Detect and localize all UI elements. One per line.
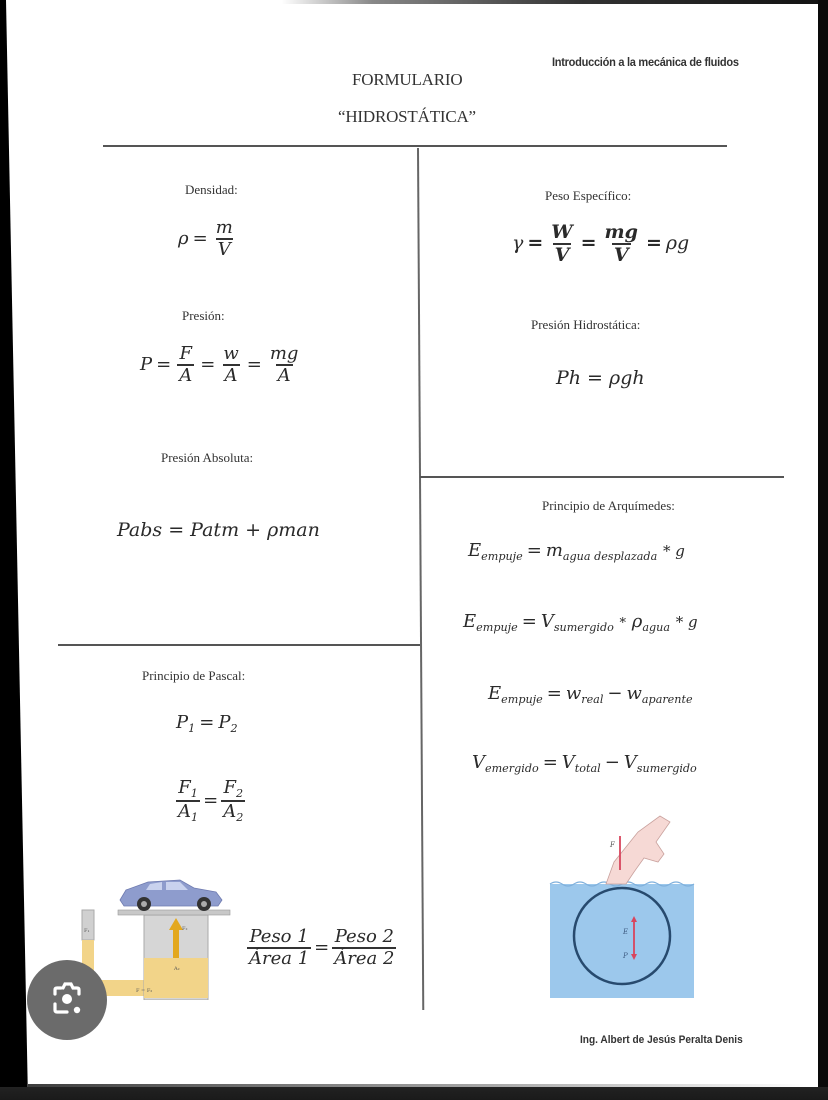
header-divider — [103, 145, 727, 147]
pascal-eq2-n1: F — [178, 777, 191, 798]
eq3-b-sub: aparente — [641, 692, 693, 706]
left-section-divider — [58, 644, 420, 646]
eq1-rhs: m — [545, 540, 563, 561]
buoyancy-figure — [548, 812, 698, 1002]
densidad-formula: ρ = $\frac{m}{V}$ — [178, 217, 233, 260]
peso-especifico-f1-num: W — [551, 221, 573, 243]
presion-f1-den: A — [179, 364, 193, 386]
eq1-lhs-sub: empuje — [481, 549, 523, 563]
peso-especifico-f2-den: V — [613, 243, 629, 266]
svg-text:A₂: A₂ — [174, 966, 180, 972]
svg-text:F₁: F₁ — [84, 928, 90, 934]
pascal-eq2-n2-sub: 2 — [235, 786, 244, 800]
svg-text:E: E — [623, 928, 629, 936]
pascal-eq3-d2: Área 2 — [334, 947, 395, 969]
eq4-a: V — [561, 752, 575, 773]
arquimedes-eq4: $V_{emergido} = V_{total} - V_{sumergido}$ — [472, 752, 697, 775]
presion-f3-num: mg — [269, 343, 299, 364]
svg-text:F: F — [610, 841, 615, 849]
course-name: Introducción a la mecánica de fluidos — [552, 55, 739, 69]
author-credit: Ing. Albert de Jesús Peralta Denis — [580, 1034, 743, 1046]
lens-camera-icon — [47, 980, 87, 1020]
eq2-lhs: E — [463, 611, 477, 632]
pascal-eq2-d1-sub: 1 — [191, 811, 199, 825]
eq3-lhs-sub: empuje — [501, 692, 543, 706]
peso-especifico-formula: γ = $\frac{W}{V}$ = $\frac{mg}{V}$ = ρg — [512, 221, 690, 266]
presion-hidrostatica-formula: Ph = ρgh — [556, 367, 645, 389]
eq3-a: w — [565, 683, 582, 704]
densidad-lhs: ρ — [178, 227, 189, 249]
presion-hidrostatica-label: Presión Hidrostática: — [531, 317, 641, 332]
pascal-label: Principio de Pascal: — [142, 668, 246, 683]
column-divider — [417, 148, 424, 1010]
densidad-label: Densidad: — [185, 182, 238, 197]
peso-especifico-lhs: γ — [512, 231, 524, 254]
eq2-b: ρ — [631, 611, 643, 632]
presion-absoluta-label: Presión Absoluta: — [161, 450, 254, 465]
densidad-numerator: m — [215, 217, 233, 238]
right-section-divider — [420, 476, 784, 478]
densidad-denominator: V — [217, 238, 231, 260]
pascal-eq1-b: P — [218, 712, 231, 733]
peso-especifico-f2-num: mg — [604, 221, 638, 243]
pascal-eq2-d2-sub: 2 — [236, 811, 244, 825]
pascal-eq3-d1: Área 1 — [249, 947, 310, 969]
presion-f2-num: w — [223, 343, 239, 364]
peso-especifico-rhs: ρg — [665, 231, 690, 254]
eq2-a-sub: sumergido — [553, 620, 614, 634]
presion-lhs: P — [140, 353, 153, 375]
peso-especifico-label: Peso Específico: — [545, 188, 632, 203]
pascal-eq3: $\frac{\text{Peso 1}}{\text{Área 1}}$ = $\frac{\text{Peso 2}}{\text{Área 2}}$ — [249, 926, 395, 969]
pascal-eq3-n1: Peso 1 — [249, 926, 309, 947]
eq3-lhs: E — [488, 683, 502, 704]
eq4-b-sub: sumergido — [636, 761, 697, 775]
photo-top-edge — [0, 0, 828, 4]
eq1-lhs: E — [468, 540, 482, 561]
arquimedes-label: Principio de Arquímedes: — [542, 498, 675, 513]
eq4-b: V — [623, 752, 637, 773]
pascal-eq1-a: P — [176, 712, 189, 733]
photo-bottom-edge — [0, 1087, 828, 1100]
pascal-eq2-d1: A — [178, 801, 191, 823]
photo-left-edge — [0, 0, 30, 1100]
document-subtitle: “HIDROSTÁTICA” — [338, 107, 476, 126]
photo-right-edge — [818, 0, 828, 1100]
eq2-lhs-sub: empuje — [476, 620, 518, 634]
eq1-tail: * g — [662, 542, 685, 560]
svg-text:F = F₂: F = F₂ — [136, 988, 153, 994]
eq2-tail: * g — [675, 613, 698, 631]
arquimedes-eq2: $E_{empuje} = V_{sumergido} * \rho_{agua} * g$ — [463, 611, 698, 634]
arquimedes-eq3: $E_{empuje} = w_{real} - w_{aparente}$ — [488, 683, 693, 706]
pascal-eq3-n2: Peso 2 — [334, 926, 394, 947]
presion-formula: P = $\frac{F}{A}$ = $\frac{w}{A}$ = $\frac{mg}{A}$ — [140, 343, 299, 386]
eq1-rhs-sub: agua desplazada — [562, 549, 658, 563]
eq4-a-sub: total — [574, 761, 601, 775]
document-title: FORMULARIO — [352, 70, 463, 89]
svg-text:F₂: F₂ — [182, 926, 188, 932]
eq2-b-sub: agua — [642, 620, 671, 634]
svg-text:P: P — [623, 952, 628, 960]
eq4-lhs: V — [472, 752, 485, 773]
presion-f3-den: A — [277, 364, 291, 386]
presion-label: Presión: — [182, 308, 225, 323]
google-lens-button[interactable] — [27, 960, 107, 1040]
eq4-lhs-sub: emergido — [485, 761, 539, 775]
presion-absoluta-formula: Pabs = Patm + ρman — [117, 519, 320, 541]
pascal-eq2-d2: A — [223, 801, 237, 823]
pascal-eq2-n1-sub: 1 — [190, 786, 198, 800]
pascal-eq1-a-sub: 1 — [188, 721, 196, 735]
eq3-a-sub: real — [581, 692, 604, 706]
presion-f1-num: F — [179, 343, 192, 364]
peso-especifico-f1-den: V — [554, 243, 570, 266]
pascal-eq1: $P_1 = P_2$ — [176, 712, 238, 735]
eq3-b: w — [626, 683, 642, 704]
pascal-eq1-b-sub: 2 — [230, 721, 238, 735]
arquimedes-eq1: $E_{empuje} = m_{agua desplazada} * g$ — [468, 540, 685, 563]
pascal-eq2-n2: F — [223, 777, 236, 798]
presion-f2-den: A — [224, 364, 238, 386]
eq2-a: V — [540, 611, 554, 632]
pascal-eq2: $\frac{F_1}{A_1}$ = $\frac{F_2}{A_2}$ — [178, 777, 244, 825]
